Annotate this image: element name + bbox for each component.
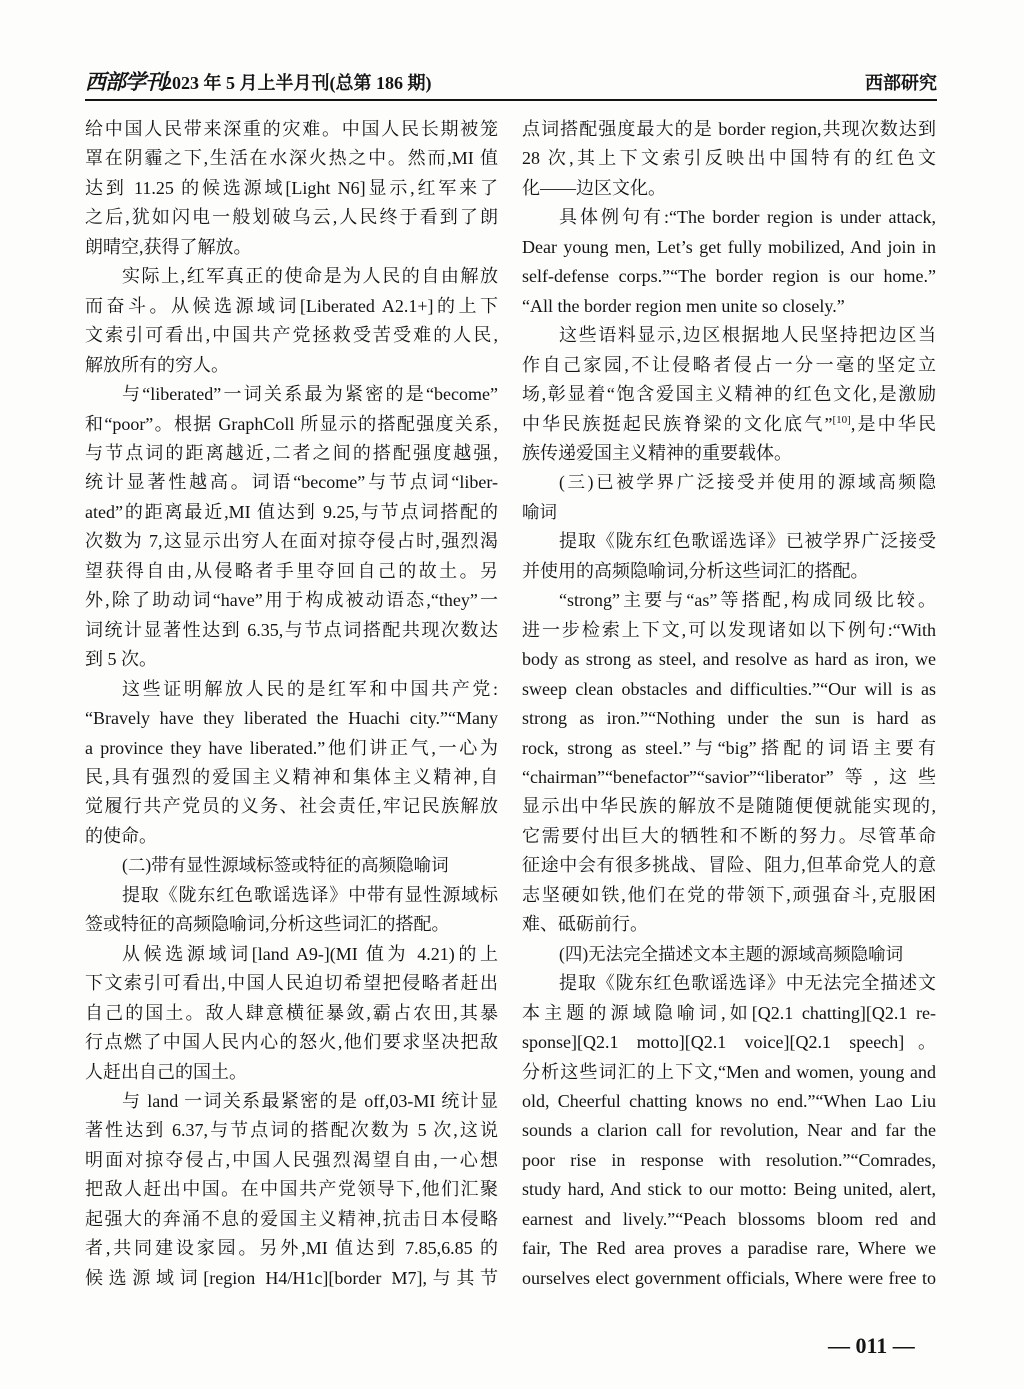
text-line: 这些证明解放人民的是红军和中国共产党:	[122, 678, 498, 699]
header-rule	[85, 99, 937, 101]
text-line: body as strong as steel, and resolve as hard as iron, we	[522, 649, 936, 670]
text-line: 者,共同建设家园。另外,MI 值达到 7.85,6.85 的	[85, 1238, 498, 1259]
text-line: 起强大的奔涌不息的爱国主义精神,抗击日本侵略	[85, 1208, 498, 1229]
text-line: 28 次,其上下文索引反映出中国特有的红色文	[522, 148, 936, 169]
paragraph	[522, 203, 936, 321]
paragraph	[85, 940, 498, 1087]
text-line: 行点燃了中国人民内心的怒火,他们要求坚决把敌	[85, 1032, 498, 1053]
paragraph	[85, 115, 498, 262]
text-line: 把敌人赶出中国。在中国共产党领导下,他们汇聚	[85, 1179, 498, 1200]
text-line: strong as iron.”“Nothing under the sun is hard as	[522, 708, 936, 729]
text-line: 著性达到 6.37,与节点词的搭配次数为 5 次,这说	[85, 1120, 498, 1141]
paragraph	[85, 675, 498, 852]
text-line: (二)带有显性源域标签或特征的高频隐喻词	[122, 855, 449, 876]
text-line: 并使用的高频隐喻词,分析这些词汇的搭配。	[522, 560, 869, 581]
text-line: 与“liberated”一词关系最为紧密的是“become”	[122, 384, 498, 405]
text-line: 下文索引可看出,中国人民迫切希望把侵略者赶出	[85, 973, 498, 994]
text-line: 人赶出自己的国土。	[85, 1061, 247, 1082]
text-line: sponse][Q2.1 motto][Q2.1 voice][Q2.1 speech]。	[522, 1032, 936, 1053]
text-line: 词统计显著性达到 6.35,与节点词搭配共现次数达	[85, 619, 498, 640]
text-line: 化——边区文化。	[522, 177, 666, 198]
text-line: 望获得自由,从侵略者手里夺回自己的故土。另	[85, 560, 498, 581]
text-line: 本主题的源域隐喻词,如[Q2.1 chatting][Q2.1 re-	[522, 1002, 936, 1023]
paragraph	[522, 586, 936, 939]
text-line: 显示出中华民族的解放不是随随便便就能实现的,	[522, 796, 936, 817]
text-line: 志坚硬如铁,他们在党的带领下,顽强奋斗,克服困	[522, 884, 936, 905]
text-line: 的使命。	[85, 825, 157, 846]
text-line: 分析这些词汇的上下文,“Men and women, young and	[522, 1061, 936, 1082]
text-line: earnest and lively.”“Peach blossoms bloom red and	[522, 1208, 936, 1229]
text-line: 场,彰显着“饱含爱国主义精神的红色文化,是激励	[522, 384, 936, 405]
text-line: Dear young men, Let’s get fully mobilized, And join in	[522, 236, 936, 257]
paragraph	[522, 527, 936, 586]
text-line: (四)无法完全描述文本主题的源域高频隐喻词	[559, 943, 904, 964]
text-line: 它需要付出巨大的牺牲和不断的努力。尽管革命	[522, 825, 936, 846]
text-line: 之后,犹如闪电一般划破乌云,人民终于看到了朗	[85, 207, 498, 228]
text-line: 与 land 一词关系最紧密的是 off,03-MI 统计显	[122, 1090, 498, 1111]
section-heading	[522, 468, 936, 527]
text-run: ,是中华民	[850, 413, 936, 434]
text-line: rock, strong as steel.”与“big”搭配的词语主要有	[522, 737, 936, 758]
paragraph	[85, 380, 498, 675]
text-line: 自己的国土。敌人肆意横征暴敛,霸占农田,其暴	[85, 1002, 498, 1023]
text-line: self-defense corps.”“The border region is our home.”	[522, 266, 936, 287]
text-line: “Bravely have they liberated the Huachi city.”“Many	[85, 708, 498, 729]
text-line: a province they have liberated.”他们讲正气,一心为	[85, 737, 498, 758]
right-column	[522, 115, 936, 1293]
text-line: 从候选源域词[land A9-](MI 值为 4.21)的上	[122, 943, 498, 964]
text-line: ourselves elect government officials, Where were free to	[522, 1267, 936, 1288]
section-name: 西部研究	[865, 73, 937, 93]
text-line: 喻词	[522, 501, 557, 522]
text-line: 提取《陇东红色歌谣选译》已被学界广泛接受	[559, 531, 936, 552]
issue-info: 2023 年 5 月上半月刊(总第 186 期)	[163, 73, 432, 93]
text-line: sweep clean obstacles and difficulties.”“Our will is as	[522, 678, 936, 699]
text-line: old, Cheerful chatting knows no end.”“When Lao Liu	[522, 1090, 936, 1111]
journal-logo: 西部学刊	[85, 70, 165, 94]
text-line: “All the border region men unite so closely.”	[522, 295, 845, 316]
text-line: 与节点词的距离越近,二者之间的搭配强度越强,	[85, 442, 498, 463]
text-line: 候选源域词[region H4/H1c][border M7],与其节	[85, 1267, 498, 1288]
page-number: — 011 —	[828, 1333, 915, 1358]
text-line: 到 5 次。	[85, 649, 157, 670]
text-line: 难、砥砺前行。	[522, 914, 648, 935]
citation-ref: [10]	[832, 413, 851, 426]
text-line: 点词搭配强度最大的是 border region,共现次数达到	[522, 119, 936, 139]
text-line: fair, The Red area proves a paradise rare, Where we	[522, 1238, 936, 1259]
running-header	[85, 70, 937, 96]
text-line: 而奋斗。从候选源域词[Liberated A2.1+]的上下	[85, 295, 498, 316]
text-line: 征途中会有很多挑战、冒险、阻力,但革命党人的意	[522, 855, 936, 876]
text-line: 罩在阴霾之下,生活在水深火热之中。然而,MI 值	[85, 148, 498, 169]
text-line: 族传递爱国主义精神的重要载体。	[522, 442, 792, 463]
section-heading	[522, 940, 936, 969]
text-line: 这些语料显示,边区根据地人民坚持把边区当	[559, 325, 936, 346]
text-line: 明面对掠夺侵占,中国人民强烈渴望自由,一心想	[85, 1149, 498, 1170]
section-heading	[85, 851, 498, 880]
text-run: 中华民族挺起民族脊梁的文化底气”	[522, 413, 833, 434]
text-line: study hard, And stick to our motto: Being united, alert,	[522, 1179, 936, 1200]
text-line: “strong”主要与“as”等搭配,构成同级比较。	[559, 590, 936, 611]
text-line: “chairman”“benefactor”“savior”“liberator”等,这些	[522, 766, 936, 787]
text-line: 统计显著性越高。词语“become”与节点词“liber-	[85, 472, 498, 493]
text-line: 给中国人民带来深重的灾难。中国人民长期被笼	[85, 119, 498, 139]
text-line: 具体例句有:“The border region is under attack,	[559, 207, 936, 228]
paragraph	[522, 115, 936, 203]
text-line: 解放所有的穷人。	[85, 354, 229, 375]
text-line: ated”的距离最近,MI 值达到 9.25,与节点词搭配的	[85, 501, 498, 522]
text-line: 民,具有强烈的爱国主义精神和集体主义精神,自	[85, 766, 498, 787]
text-line: 进一步检索上下文,可以发现诸如以下例句:“With	[522, 619, 936, 640]
text-line: 文索引可看出,中国共产党拯救受苦受难的人民,	[85, 325, 498, 346]
text-line: (三)已被学界广泛接受并使用的源域高频隐	[559, 472, 936, 493]
paragraph	[85, 881, 498, 940]
paragraph	[522, 321, 936, 468]
text-line: 作自己家园,不让侵略者侵占一分一毫的坚定立	[522, 354, 936, 375]
text-line: 朗晴空,获得了解放。	[85, 236, 252, 257]
text-line	[522, 410, 936, 439]
paragraph	[522, 969, 936, 1293]
text-line: 外,除了助动词“have”用于构成被动语态,“they”一	[85, 590, 498, 611]
text-line: 实际上,红军真正的使命是为人民的自由解放	[122, 266, 498, 287]
paragraph	[85, 262, 498, 380]
text-line: sounds a clarion call for revolution, Near and far the	[522, 1120, 936, 1141]
left-column	[85, 115, 498, 1293]
text-line: 达到 11.25 的候选源域[Light N6]显示,红军来了	[85, 177, 498, 198]
paragraph	[85, 1087, 498, 1293]
text-line: 觉履行共产党员的义务、社会责任,牢记民族解放	[85, 796, 498, 817]
text-line: 提取《陇东红色歌谣选译》中无法完全描述文	[559, 973, 936, 994]
text-line: poor rise in response with resolution.”“Comrades,	[522, 1149, 936, 1170]
text-line: 提取《陇东红色歌谣选译》中带有显性源域标	[122, 884, 498, 905]
text-line: 次数为 7,这显示出穷人在面对掠夺侵占时,强烈渴	[85, 531, 498, 552]
text-line: 签或特征的高频隐喻词,分析这些词汇的搭配。	[85, 914, 450, 935]
text-line: 和“poor”。根据 GraphColl 所显示的搭配强度关系,	[85, 413, 498, 434]
